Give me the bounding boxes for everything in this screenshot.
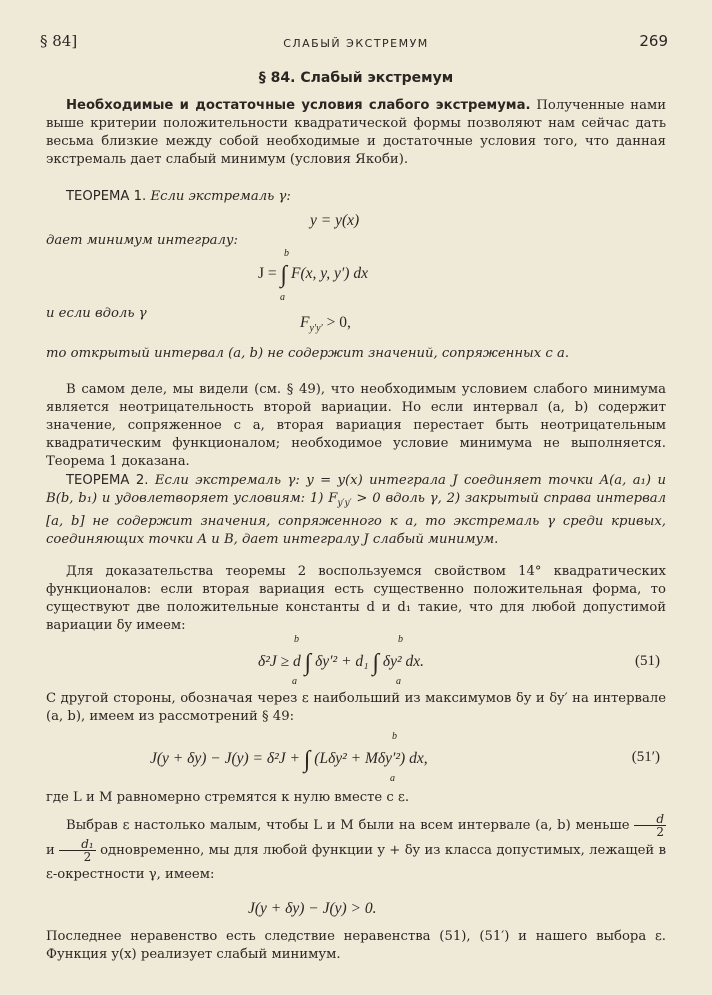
proof1-paragraph: В самом деле, мы видели (см. § 49), что необходимым условием слабого минимума является неотрицательность второй вариации. Но если интервал (a, b) содержит значение, сопряженное с a, вторая вариация перестает быть неотрицательным квадратическим функционалом; необходимое условие минимума не выполняется. Теорема 1 доказана. — [46, 382, 666, 469]
eq51p-upper: b — [392, 731, 397, 742]
equation-fyy-condition — [300, 314, 351, 334]
theorem1-gives-min: дает минимум интегралу: — [46, 233, 238, 248]
equation-51 — [258, 634, 478, 690]
frac2-den: 2 — [83, 850, 92, 864]
section-title: § 84. Слабый экстремум — [258, 70, 454, 86]
theorem1-lead: Если экстремаль γ: — [150, 189, 291, 204]
and-word: и — [46, 843, 55, 858]
fraction-d-over-2 — [634, 813, 666, 838]
fyy-subscript: y′y′ — [309, 323, 323, 335]
equation-51-prime — [150, 731, 540, 787]
frac1-den: 2 — [656, 825, 664, 839]
eq51p-integral: ∫ — [303, 747, 311, 773]
theorem1-conclusion: то открытый интервал (a, b) не содержит значений, сопряженных с a. — [46, 346, 570, 361]
theorem1-along: и если вдоль γ — [46, 306, 147, 321]
choose-eps-text-b: одновременно, мы для любой функции y + δy из класса допустимых, лежащей в ε-окрестности γ, имеем: — [46, 843, 666, 882]
equation-extremal-text: y = y(x) — [310, 212, 360, 229]
theorem2-text-b: > 0 вдоль γ, 2) закрытый справа интервал [a, b] не содержит значения, сопряженного к a, то экстремаль γ среди кривых, соединяющих точки A и B, дает интегралу J слабый минимум. — [46, 491, 667, 547]
equation-extremal — [310, 212, 359, 230]
theorem1-heading — [46, 188, 666, 206]
eq51-lower-2: a — [396, 676, 401, 687]
fyy-rhs: > 0, — [326, 314, 351, 331]
eq51-upper-2: b — [398, 634, 403, 645]
eq51-term2: δy² dx. — [382, 653, 425, 670]
eq51-lhs: δ²J ≥ d — [258, 653, 301, 670]
fraction-d1-over-2 — [59, 838, 96, 863]
eq51-number: (51) — [635, 653, 660, 669]
equation-final — [248, 900, 377, 918]
eq51-lower-1: a — [292, 676, 297, 687]
integral-sign: ∫ — [280, 262, 288, 288]
frac2-num: d₁ — [59, 838, 96, 851]
eq51-term1: δy′² + d₁ — [315, 653, 369, 670]
eq51p-body: (Lδy² + Mδy′²) dx, — [314, 750, 428, 767]
intro-paragraph — [46, 97, 666, 169]
theorem2-text-a: Если экстремаль γ: y = y(x) интеграла J соединяет точки A(a, a₁) и B(b, b₁) и удовлетворяет условиям: 1) F — [46, 473, 666, 506]
final-paragraph: Последнее неравенство есть следствие неравенства (51), (51′) и нашего выбора ε. Функция y(x) реализует слабый минимум. — [46, 929, 666, 962]
equation-integral — [258, 248, 428, 303]
theorem1-label: ТЕОРЕМА 1. — [66, 189, 147, 204]
header-section-ref: § 84] — [40, 32, 78, 50]
eq51-integral-2: ∫ — [372, 650, 380, 676]
theorem2-label: ТЕОРЕМА 2. — [66, 473, 149, 488]
frac1-num: d — [634, 813, 666, 826]
running-head: СЛАБЫЙ ЭКСТРЕМУМ — [283, 37, 429, 50]
page-number: 269 — [639, 32, 668, 50]
integral-upper-limit: b — [284, 248, 289, 259]
eq51-integral-1: ∫ — [304, 650, 312, 676]
equation-final-text: J(y + δy) − J(y) > 0. — [248, 900, 377, 917]
proof2-paragraph-a: Для доказательства теоремы 2 воспользуемся свойством 14° квадратических функционалов: если вторая вариация есть существенно положительная форма, то существуют две положительные константы d и d₁ такие, что для любой допустимой вариации δy имеем: — [46, 564, 666, 633]
eq51-upper-1: b — [294, 634, 299, 645]
choose-eps-paragraph — [46, 813, 666, 887]
proof2-paragraph-b: С другой стороны, обозначая через ε наибольший из максимумов δy и δy′ на интервале (a, b), имеем из рассмотрений § 49: — [46, 691, 666, 724]
intro-bold-lead: Необходимые и достаточные условия слабого экстремума. — [66, 98, 531, 113]
where-lm-line: где L и M равномерно стремятся к нулю вместе с ε. — [46, 790, 410, 805]
integral-body: F(x, y, y′) dx — [290, 265, 368, 282]
theorem2-paragraph — [46, 472, 666, 549]
fyy-symbol: F — [300, 314, 310, 331]
integral-lhs: J = — [258, 265, 277, 282]
integral-lower-limit: a — [280, 292, 285, 303]
theorem2-sub: y′y′ — [337, 498, 352, 509]
choose-eps-text-a: Выбрав ε настолько малым, чтобы L и M были на всем интервале (a, b) меньше — [66, 818, 630, 833]
intro-text: Полученные нами выше критерии положительности квадратической формы позволяют нам сейчас дать весьма близкие между собой необходимые и достаточные условия того, что данная экстремаль дает слабый минимум (условия Якоби). — [46, 98, 667, 167]
eq51p-number: (51′) — [631, 749, 660, 765]
eq51p-lhs: J(y + δy) − J(y) = δ²J + — [150, 750, 300, 767]
eq51p-lower: a — [390, 773, 395, 784]
